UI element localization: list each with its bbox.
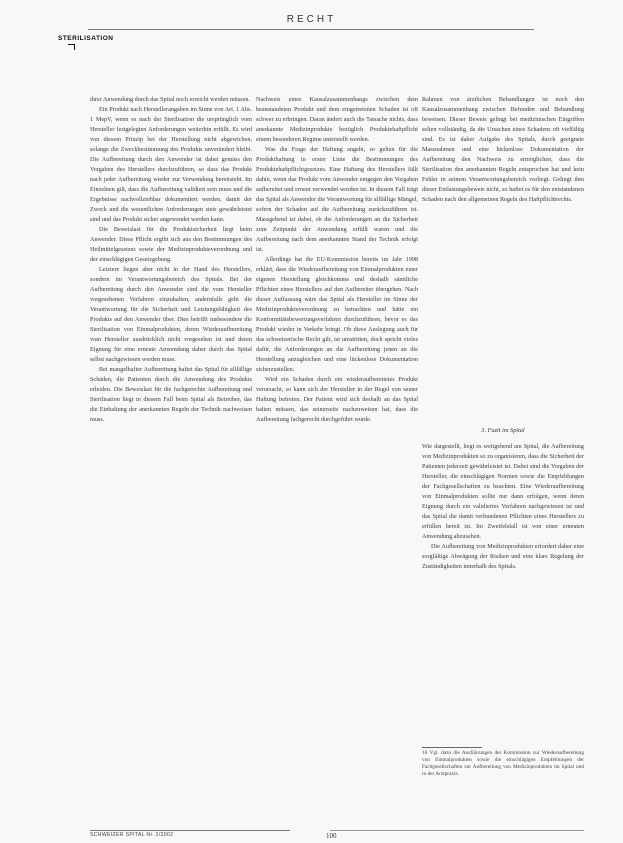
- journal-footer: SCHWEIZER SPITAL Nr. 2/2002: [90, 832, 174, 838]
- column-3: [422, 95, 584, 418]
- header-rule: [88, 29, 534, 30]
- paragraph: Rahmen von ärztlichen Behandlungen ist noch den Kausalzusammenhang zwischen Befunden und Behandlung beweisen. Dieser Beweis gelingt bei medizinischen Eingriffen selten vollständig, da die Ursachen eines Schadens oft vielfältig sind. Es ist daher Aufgabe des Spitals, durch geeignete Massnahmen und eine lückenlose Dokumentation der Aufbereitung den Nachweis zu ermöglichen, dass die Sterilisation den anerkannten Regeln entsprochen hat und kein Fehler in seinem Verantwortungsbereich vorliegt. Gelingt ihm dieser Entlastungsbeweis nicht, so haftet es für den entstandenen Schaden nach den allgemeinen Regeln des Haftpflichtrechts.: [422, 96, 584, 203]
- paragraph: Was die Frage der Haftung angeht, so gelten für die Produkthaftung in erster Linie die Bestimmungen des Produktehaftpflichtgesetzes. Eine Haftung des Herstellers fällt dahin, wenn das Produkt vom Anwender entgegen den Vorgaben aufbereitet und erneut verwendet worden ist. In diesem Fall trägt das Spital als Anwender die Verantwortung für allfällige Mängel, sofern der Schaden auf die Aufbereitung zurückzuführen ist. Massgebend ist dabei, ob die Anforderungen an die Sicherheit zum Zeitpunkt der Anwendung erfüllt waren und die Aufbereitung nach dem anerkannten Stand der Technik erfolgt ist.: [256, 146, 418, 253]
- paragraph: ihrer Anwendung durch das Spital noch erreicht werden müssen.: [90, 96, 250, 103]
- page-number: 100: [326, 832, 337, 840]
- paragraph: Wird ein Schaden durch ein wiederaufbereitetes Produkt verursacht, so kann sich der Hersteller in der Regel von seiner Haftung befreien. Der Patient wird sich deshalb an das Spital halten müssen, das seinerseits nachzuweisen hat, dass die Aufbereitung fachgerecht durchgeführt wurde.: [256, 376, 418, 423]
- paragraph: Bei mangelhafter Aufbereitung haftet das Spital für allfällige Schäden, die Patienten durch die Anwendung des Produkts erleiden. Die Beweislast für die fachgerechte Aufbereitung und Sterilisation liegt in diesem Fall beim Spital als Betreiber, das die Einhaltung der anerkannten Regeln der Technik nachweisen muss.: [90, 366, 252, 423]
- footer-rule: [330, 830, 584, 831]
- footnote-rule: [422, 747, 482, 748]
- paragraph: Ein Produkt nach Herstellerangaben im Sinne von Art. 1 Abs. 1 MepV, wenn es nach der Sterilisation die ursprünglich vom Hersteller festgelegten Anforderungen weiterhin erfüllt. Es wird von diesem Prinzip bei der Herstellung nicht abgewichen, solange die Zweckbestimmung des Produkts unverändert bleibt. Die Aufbereitung durch den Anwender ist dabei gemäss den Vorgaben des Herstellers durchzuführen, so dass das Produkt nach jeder Aufbereitung wieder zur Verwendung bereitsteht. Im Einzelnen gilt, dass die Aufbereitung validiert sein muss und die Ergebnisse nachvollziehbar dokumentiert werden, damit der Zweck und die wesentlichen Anforderungen stets gewährleistet sind und das Produkt sicher angewendet werden kann.: [90, 106, 252, 223]
- rubric-mark: [68, 44, 75, 50]
- paragraph: Letztere liegen aber nicht in der Hand des Herstellers, sondern im Verantwortungsbereich des Spitals. Bei der Aufbereitung durch den Anwender sind die vom Hersteller vorgesehenen Verfahren einzuhalten, andernfalls geht die Verantwortung für die Sicherheit und Leistungsfähigkeit des Produkts auf den Anwender über. Dies betrifft insbesondere die Sterilisation von Einmalprodukten, deren Wiederaufbereitung vom Hersteller ausdrücklich nicht vorgesehen ist und deren Eignung für eine erneute Anwendung daher durch das Spital selbst nachgewiesen werden muss.: [90, 266, 252, 363]
- footnote: 10 Vgl. dazu die Ausführungen der Kommission zur Wiederaufbereitung von Einmalprodukten sowie die einschlägigen Empfehlungen der Fachgesellschaften zur Aufbereitung von Medizinprodukten im Spital und in der Arztpraxis.: [422, 750, 584, 777]
- footer-rule: [90, 830, 290, 831]
- paragraph: Die Aufbereitung von Medizinprodukten erfordert daher eine sorgfältige Abwägung der Risiken und eine klare Regelung der Zuständigkeiten innerhalb des Spitals.: [422, 543, 584, 570]
- section-subheading: 3. Fazit im Spital: [481, 427, 525, 434]
- section-heading: RECHT: [286, 14, 337, 25]
- rubric-label: STERILISATION: [58, 35, 114, 42]
- paragraph: Allerdings hat die EU-Kommission bereits im Jahr 1998 erklärt, dass die Wiederaufbereitung von Einmalprodukten einer eigenen Herstellung gleichkomme und deshalb sämtliche Pflichten eines Herstellers auf den Aufbereiter übergehen. Nach dieser Auffassung wäre das Spital als Hersteller im Sinne der Medizinprodukteverordnung zu betrachten und hätte ein Konformitätsbewertungsverfahren durchzuführen, bevor es das Produkt wieder in Verkehr bringt. Ob diese Auslegung auch für das schweizerische Recht gilt, ist umstritten, doch spricht vieles dafür, die Anforderungen an die Aufbereitung jenen an die Herstellung anzugleichen und eine lückenlose Dokumentation sicherzustellen.: [256, 256, 418, 373]
- paragraph: Wie dargestellt, liegt es weitgehend am Spital, die Aufbereitung von Medizinprodukten so zu organisieren, dass die Sicherheit der Patienten jederzeit gewährleistet ist. Dabei sind die Vorgaben der Hersteller, die einschlägigen Normen sowie die Empfehlungen der Fachgesellschaften zu beachten. Eine Wiederaufbereitung von Einmalprodukten sollte nur dann erfolgen, wenn deren Eignung durch ein validiertes Verfahren nachgewiesen ist und das Spital die damit verbundenen Pflichten eines Herstellers zu erfüllen bereit ist. Im Zweifelsfall ist von einer erneuten Anwendung abzusehen.: [422, 443, 584, 540]
- column-3-continued: [422, 442, 584, 712]
- paragraph: Nachweis eines Kausalzusammenhangs zwischen dem beanstandeten Produkt und dem eingetretenen Schaden ist oft schwer zu erbringen. Daran ändert auch die Tatsache nichts, dass anerkannte Medizinprodukte bezüglich Produktehaftpflicht einem besonderen Regime unterstellt werden.: [256, 96, 418, 143]
- column-2: [256, 95, 418, 838]
- paragraph: Die Beweislast für die Produktsicherheit liegt beim Anwender. Diese Pflicht ergibt sich aus den Bestimmungen des Heilmittelgesetzes sowie der Medizinprodukteverordnung und der einschlägigen Gesetzgebung.: [90, 226, 252, 263]
- column-1: [90, 95, 252, 755]
